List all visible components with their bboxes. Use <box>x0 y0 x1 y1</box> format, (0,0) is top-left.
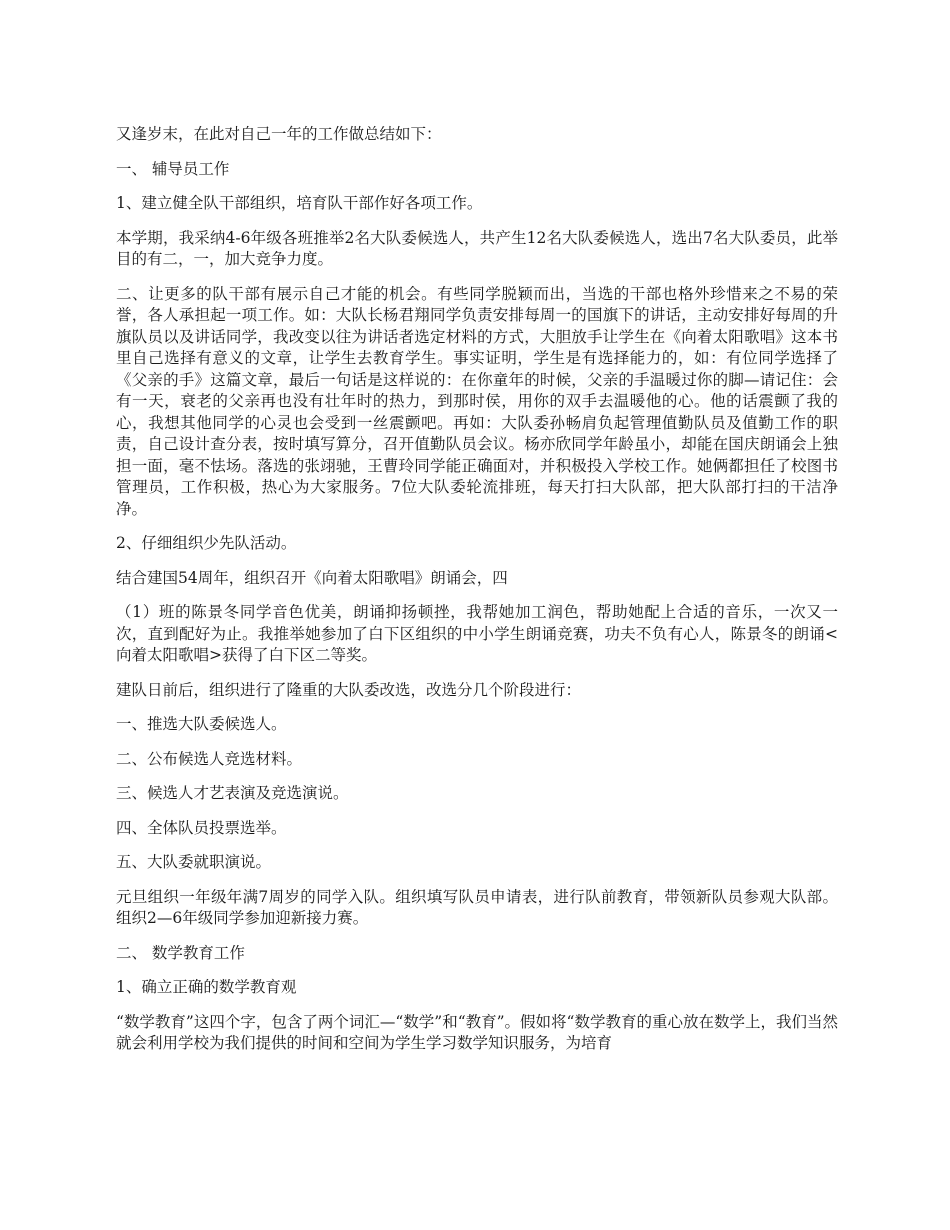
list-item-step-2: 二、公布候选人竞选材料。 <box>116 749 303 768</box>
document-body <box>116 124 838 1068</box>
paragraph-recital-award: （1）班的陈景冬同学音色优美，朗诵抑扬顿挫，我帮她加工润色，帮助她配上合适的音乐，一次又一次，直到配好为止。我推举她参加了白下区组织的中小学生朗诵竞赛，功夫不负有心人，陈景冬的朗诵<向着太阳歌唱>获得了白下区二等奖。 <box>116 603 838 664</box>
list-item-step-4: 四、全体队员投票选举。 <box>116 818 287 837</box>
list-item-step-3: 三、候选人才艺表演及竞选演说。 <box>116 784 349 802</box>
paragraph-reelection: 建队日前后，组织进行了隆重的大队委改选，改选分几个阶段进行： <box>116 680 582 699</box>
paragraph-math-education: “数学教育”这四个字，包含了两个词汇—“数学”和“教育”。假如将“数学教育的重心放在数学上，我们当然就会利用学校为我们提供的时间和空间为学生学习数学知识服务，为培育 <box>116 1012 838 1052</box>
section-heading-counselor: 一、 辅导员工作 <box>116 159 230 178</box>
subheading-activities: 2、仔细组织少先队活动。 <box>116 534 297 552</box>
section-heading-math: 二、 数学教育工作 <box>116 943 245 962</box>
list-item-step-1: 一、推选大队委候选人。 <box>116 715 287 733</box>
intro-paragraph: 又逢岁末，在此对自己一年的工作做总结如下： <box>116 125 442 143</box>
paragraph-cadre-opportunity: 二、让更多的队干部有展示自己才能的机会。有些同学脱颖而出，当选的干部也格外珍惜来之不易的荣誉，各人承担起一项工作。如：大队长杨君翔同学负责安排每周一的国旗下的讲话，主动安排好每周的升旗队员以及讲话同学，我改变以往为讲话者选定材料的方式，大胆放手让学生在《向着太阳歌唱》这本书里自己选择有意义的文章，让学生去教育学生。事实证明，学生是有选择能力的，如：有位同学选择了《父亲的手》这篇文章，最后一句话是这样说的：在你童年的时候，父亲的手温暖过你的脚—请记住：会有一天，衰老的父亲再也没有壮年时的热力，到那时侯，用你的双手去温暖他的心。他的话震颤了我的心，我想其他同学的心灵也会受到一丝震颤吧。再如：大队委孙畅肩负起管理值勤队员及值勤工作的职责，自己设计查分表，按时填写算分，召开值勤队员会议。杨亦欣同学年龄虽小，却能在国庆朗诵会上独担一面，毫不怯场。落选的张翊驰，王曹玲同学能正确面对，并积极投入学校工作。她俩都担任了校图书管理员，工作积极，热心为大家服务。7位大队委轮流排班，每天打扫大队部，把大队部打扫的干洁净净。 <box>116 284 838 518</box>
paragraph-new-year: 元旦组织一年级年满7周岁的同学入队。组织填写队员申请表，进行队前教育，带领新队员参观大队部。组织2—6年级同学参加迎新接力赛。 <box>116 887 838 927</box>
list-item-step-5: 五、大队委就职演说。 <box>116 853 272 871</box>
paragraph-recital: 结合建国54周年，组织召开《向着太阳歌唱》朗诵会，四 <box>116 568 508 587</box>
paragraph-election: 本学期，我采纳4-6年级各班推举2名大队委候选人，共产生12名大队委候选人，选出7名大队委员，此举目的有二，一，加大竞争力度。 <box>116 228 838 268</box>
subheading-math-view: 1、确立正确的数学教育观 <box>116 978 297 996</box>
subheading-cadre-organization: 1、建立健全队干部组织，培育队干部作好各项工作。 <box>116 194 483 212</box>
